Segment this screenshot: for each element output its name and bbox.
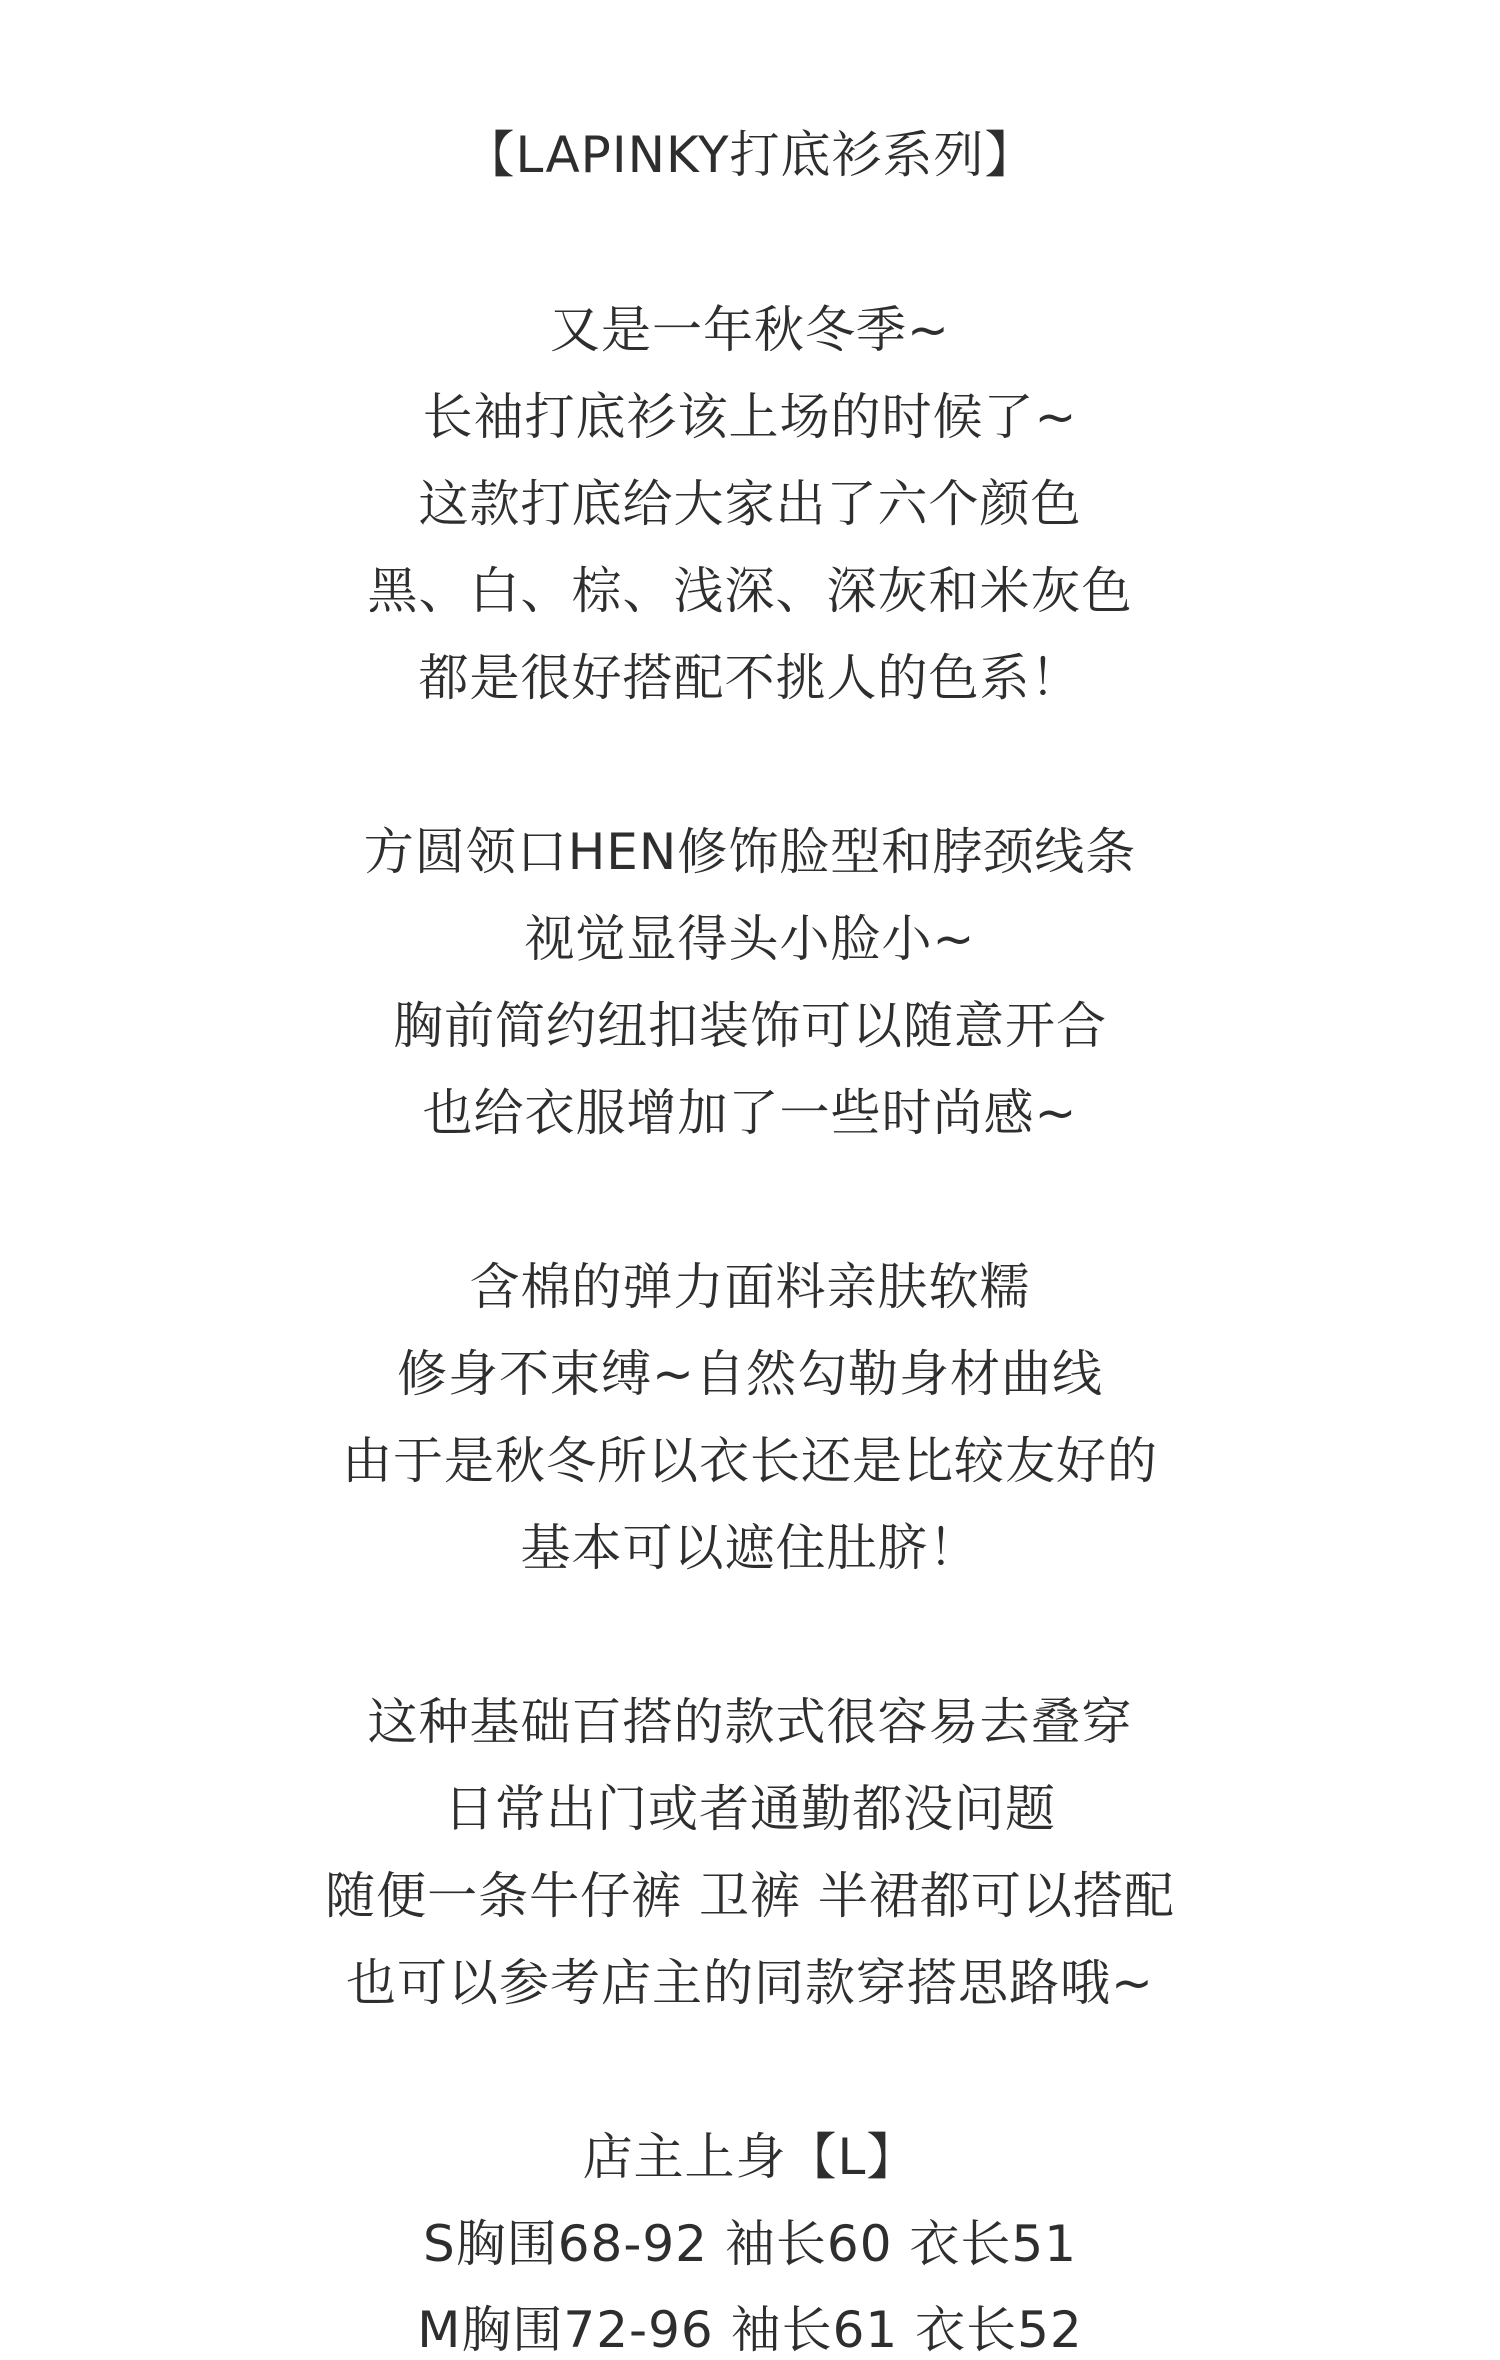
text-line: 日常出门或者通勤都没问题 (444, 1780, 1056, 1838)
text-line: 这种基础百搭的款式很容易去叠穿 (367, 1693, 1133, 1751)
text-line: 黑、白、棕、浅深、深灰和米灰色 (367, 562, 1133, 620)
text-line: 也给衣服增加了一些时尚感~ (422, 1084, 1078, 1142)
text-line: 含棉的弹力面料亲肤软糯 (469, 1258, 1031, 1316)
text-line: 都是很好搭配不挑人的色系！ (418, 649, 1082, 707)
text-line: 随便一条牛仔裤 卫裤 半裙都可以搭配 (325, 1867, 1175, 1925)
text-line: 也可以参考店主的同款穿搭思路哦~ (346, 1954, 1154, 2012)
text-line: 又是一年秋冬季~ (550, 301, 950, 359)
size-row-s: S胸围68-92 袖长60 衣长51 (422, 2215, 1078, 2273)
series-title: 【LAPINKY打底衫系列】 (464, 126, 1036, 184)
text-line: 由于是秋冬所以衣长还是比较友好的 (342, 1432, 1158, 1490)
size-row-m: M胸围72-96 袖长61 衣长52 (417, 2301, 1083, 2359)
text-line: 方圆领口HEN修饰脸型和脖颈线条 (363, 823, 1137, 881)
text-line: 视觉显得头小脸小~ (524, 910, 976, 968)
text-line: 修身不束缚~自然勾勒身材曲线 (397, 1345, 1103, 1403)
text-line: 胸前简约纽扣装饰可以随意开合 (393, 997, 1107, 1055)
text-line: 这款打底给大家出了六个颜色 (418, 475, 1082, 533)
text-line: 长袖打底衫该上场的时候了~ (422, 388, 1078, 446)
size-worn: 店主上身【L】 (582, 2128, 918, 2186)
text-line: 基本可以遮住肚脐！ (520, 1519, 980, 1577)
